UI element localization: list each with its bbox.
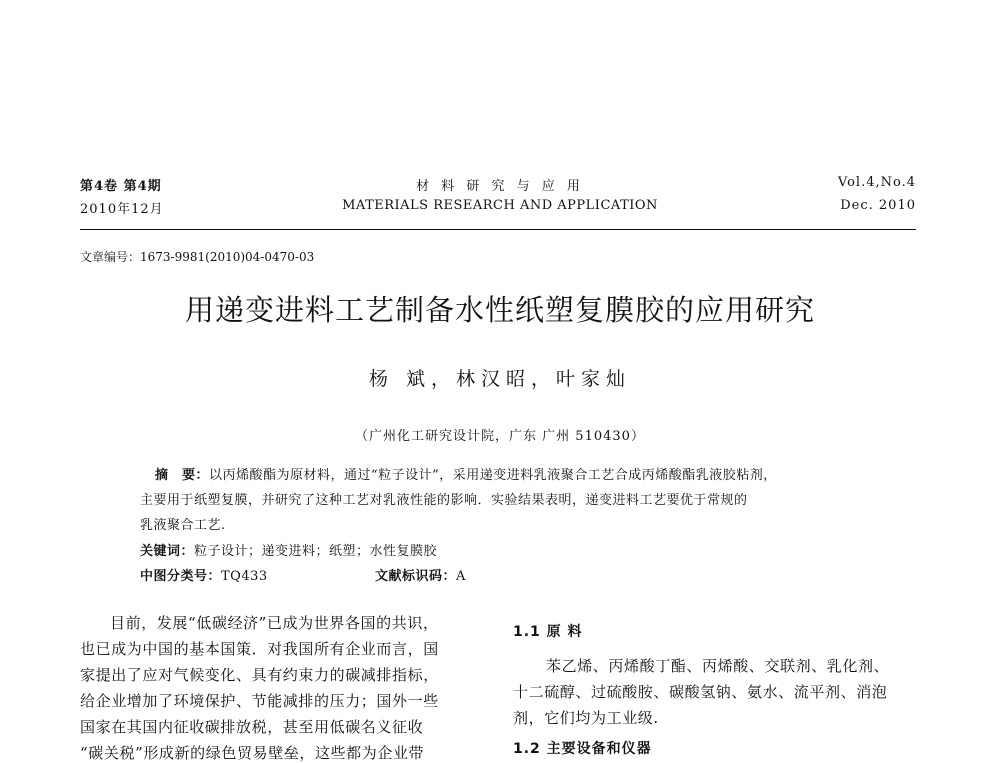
body-right-line-3: 剂，它们均为工业级. (513, 709, 659, 727)
abstract-line-3: 乳液聚合工艺. (140, 518, 226, 533)
keywords: 关键词：粒子设计；递变进料；纸塑；水性复膜胶 (140, 544, 438, 559)
paper-authors: 杨 斌，林汉昭，叶家灿 (368, 368, 632, 390)
body-right-line-1: 苯乙烯、丙烯酸丁酯、丙烯酸、交联剂、乳化剂、 (546, 657, 890, 675)
classification-label: 中图分类号： (140, 569, 222, 584)
journal-name-cn: 材 料 研 究 与 应 用 (416, 179, 584, 194)
body-left-line-4: 给企业增加了环境保护、节能减排的压力；国外一些 (80, 692, 439, 710)
header-date-en: Dec. 2010 (840, 198, 916, 213)
paper-affiliation: （广州化工研究设计院，广东 广州 510430） (355, 429, 645, 444)
keywords-label: 关键词： (140, 544, 195, 559)
paper-title: 用递变进料工艺制备水性纸塑复膜胶的应用研究 (184, 293, 815, 327)
journal-name-en: MATERIALS RESEARCH AND APPLICATION (342, 198, 658, 213)
body-left-line-1: 目前，发展“低碳经济”已成为世界各国的共识， (110, 614, 439, 632)
body-left-line-2: 也已成为中国的基本国策．对我国所有企业而言，国 (80, 640, 439, 658)
abstract-line-1: 摘 要：以丙烯酸酯为原材料，通过“粒子设计”，采用递变进料乳液聚合工艺合成丙烯酸酯乳液胶粘剂， (155, 468, 777, 483)
body-left-line-6: “碳关税”形成新的绿色贸易壁垒，这些都为企业带 (80, 744, 425, 762)
section-heading-1-1: 1.1 原 料 (513, 624, 583, 640)
header-volume-issue: 第4卷 第4期 (80, 179, 162, 194)
body-left-line-3: 家提出了应对气候变化、具有约束力的碳减排指标， (80, 666, 439, 684)
header-rule (80, 229, 916, 230)
abstract-line-2: 主要用于纸塑复膜，并研究了这种工艺对乳液性能的影响．实验结果表明，递变进料工艺要优于常规的 (140, 493, 748, 508)
article-number: 文章编号：1673-9981(2010)04-0470-03 (80, 250, 315, 264)
header-volume-en: Vol.4,No.4 (837, 175, 916, 190)
section-heading-1-2: 1.2 主要设备和仪器 (513, 741, 652, 757)
classification-number: 中图分类号：TQ433 (140, 569, 268, 584)
document-code-label: 文献标识码： (375, 569, 457, 584)
abstract-label: 摘 要： (155, 468, 210, 483)
header-date: 2010年12月 (80, 202, 164, 217)
body-right-line-2: 十二硫醇、过硫酸胺、碳酸氢钠、氨水、流平剂、消泡 (513, 683, 888, 701)
document-code: 文献标识码：A (375, 569, 466, 584)
body-left-line-5: 国家在其国内征收碳排放税，甚至用低碳名义征收 (80, 718, 424, 736)
